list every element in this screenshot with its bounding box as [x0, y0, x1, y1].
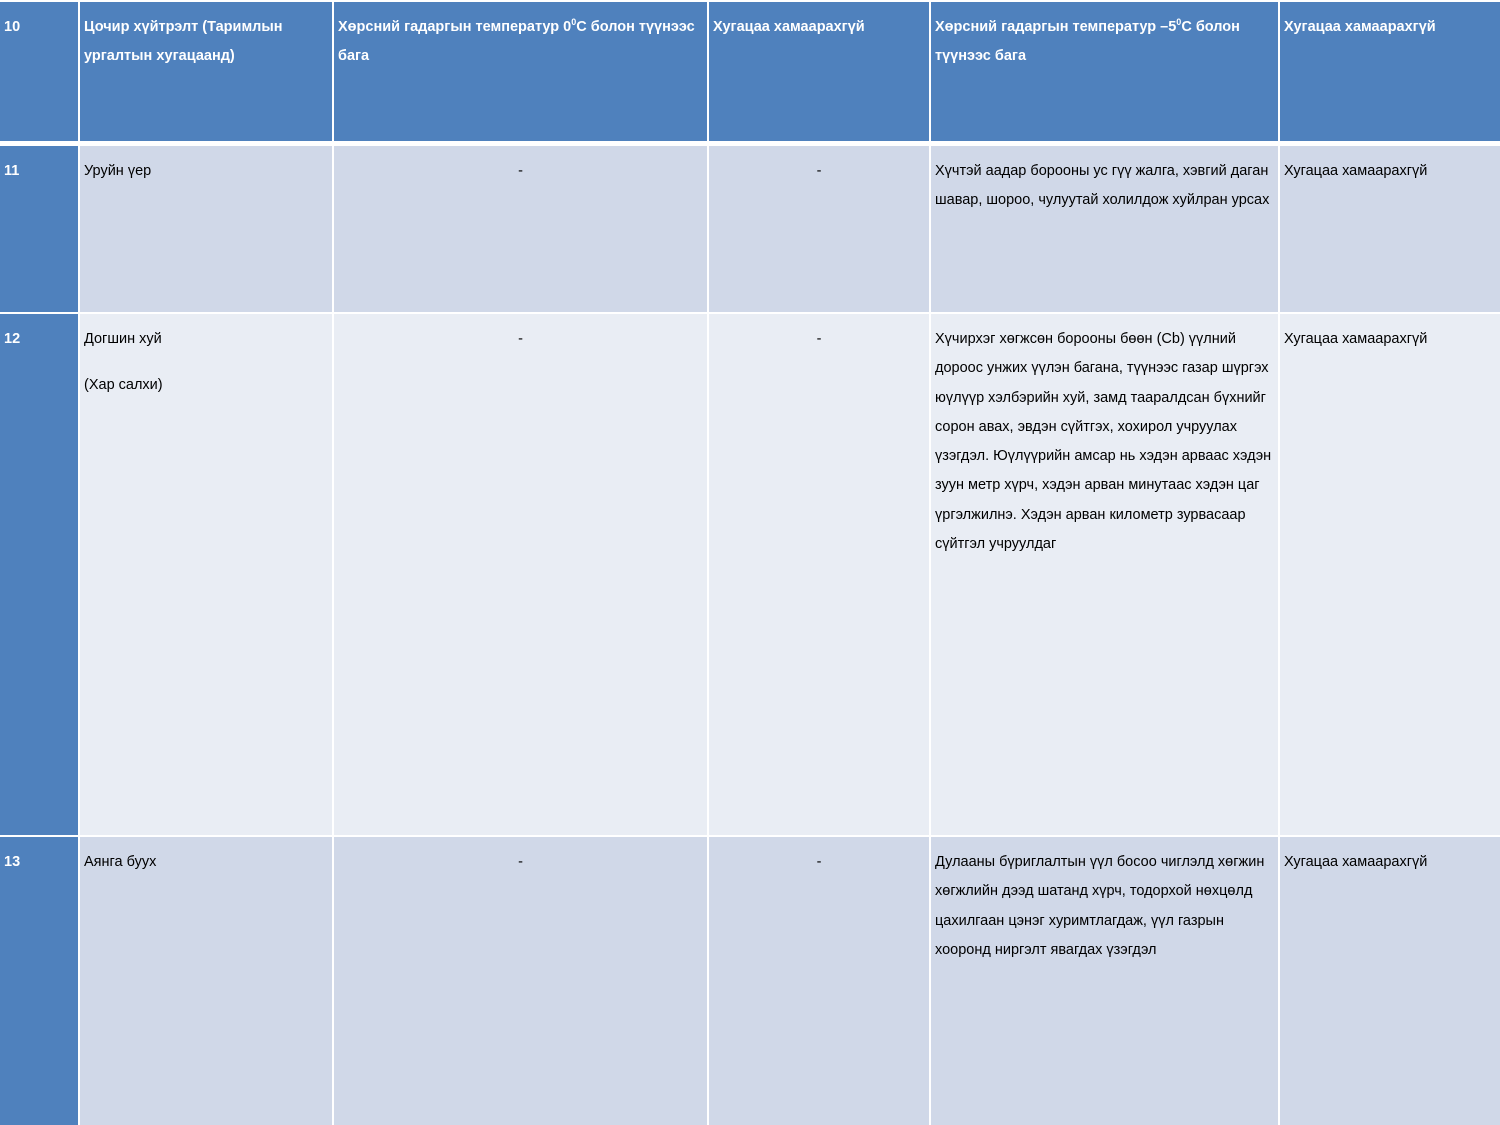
row-col4: -: [816, 331, 822, 347]
header-col6: Хугацаа хамаарахгүй: [1284, 19, 1436, 35]
header-col5-suffix: С болон түүнээс бага: [935, 19, 1240, 65]
header-col3-suffix: С болон түүнээс бага: [338, 19, 695, 65]
header-col3-degree: 0: [571, 17, 577, 28]
row-description: Дулааны бүриглалтын үүл босоо чиглэлд хөгжин хөгжлийн дээд шатанд хүрч, тодорхой нөхцөлд цахилгаан цэнэг хуримтлагдаж, үүл газрын хооронд ниргэлт явагдах үзэгдэл: [935, 854, 1265, 958]
row-col6-cell: [1280, 837, 1500, 1125]
row-number-cell: [0, 837, 78, 1125]
row-description: Хүчтэй аадар борооны ус гүү жалга, хэвгий даган шавар, шороо, чулуутай холилдож хуйлран урсах: [935, 163, 1270, 209]
row-name-cell: [80, 837, 332, 1125]
row-col4-cell: [709, 837, 929, 1125]
row-number: 12: [4, 331, 21, 347]
header-phenomenon-cell: [80, 2, 332, 141]
table-row: [0, 146, 1500, 312]
header-number-cell: [0, 2, 78, 141]
header-number: 10: [4, 19, 21, 35]
row-note: (Хар салхи): [84, 377, 163, 394]
row-col4-cell: [709, 146, 929, 312]
row-col3-cell: [334, 146, 707, 312]
table-row: [0, 314, 1500, 835]
row-number: 11: [4, 163, 20, 179]
row-number-cell: [0, 314, 78, 835]
header-col5-cell: [931, 2, 1278, 141]
row-col3: -: [518, 331, 523, 347]
row-col6: Хугацаа хамаарахгүй: [1284, 854, 1428, 870]
header-col3-cell: [334, 2, 707, 141]
row-col5-cell: [931, 146, 1278, 312]
row-col5-cell: [931, 314, 1278, 835]
row-name: Уруйн үер: [84, 163, 152, 179]
row-col6-cell: [1280, 146, 1500, 312]
row-name: Аянга буух: [84, 854, 157, 870]
row-col6: Хугацаа хамаарахгүй: [1284, 163, 1428, 179]
row-name-cell: [80, 146, 332, 312]
row-col4: -: [816, 163, 822, 179]
row-number-cell: [0, 146, 78, 312]
row-name: Догшин хуй: [84, 331, 162, 347]
row-col4-cell: [709, 314, 929, 835]
header-phenomenon: Цочир хүйтрэлт (Таримлын ургалтын хугацаанд): [84, 19, 283, 65]
row-col3: -: [518, 163, 523, 179]
row-name-cell: [80, 314, 332, 835]
header-col6-cell: [1280, 2, 1500, 141]
row-col3: -: [518, 854, 523, 870]
header-col5-prefix: Хөрсний гадаргын температур –5: [935, 19, 1177, 35]
table-row: [0, 837, 1500, 1125]
header-col3-prefix: Хөрсний гадаргын температур 0: [338, 19, 572, 35]
row-col5-cell: [931, 837, 1278, 1125]
row-col6-cell: [1280, 314, 1500, 835]
row-col3-cell: [334, 314, 707, 835]
header-col5-degree: 0: [1176, 17, 1182, 28]
row-description: Хүчирхэг хөгжсөн борооны бөөн (Cb) үүлний дороос унжих үүлэн багана, түүнээс газар шүргэх юүлүүр хэлбэрийн хуй, замд таaралдсан бүхнийг сорон авах, эвдэн сүйтгэх, хохирол учруулах үзэгдэл. Юүлүүрийн амсар нь хэдэн арваас хэдэн зуун метр хүрч, хэдэн арван минутаас хэдэн цаг үргэлжилнэ. Хэдэн арван километр зурвасаар сүйтгэл учруулдаг: [935, 331, 1272, 553]
row-number: 13: [4, 854, 21, 870]
row-col6: Хугацаа хамаарахгүй: [1284, 331, 1428, 347]
row-col4: -: [816, 854, 822, 870]
row-col3-cell: [334, 837, 707, 1125]
table-header-row: [0, 2, 1500, 141]
header-col4-cell: [709, 2, 929, 141]
header-col4: Хугацаа хамаарахгүй: [713, 19, 865, 35]
